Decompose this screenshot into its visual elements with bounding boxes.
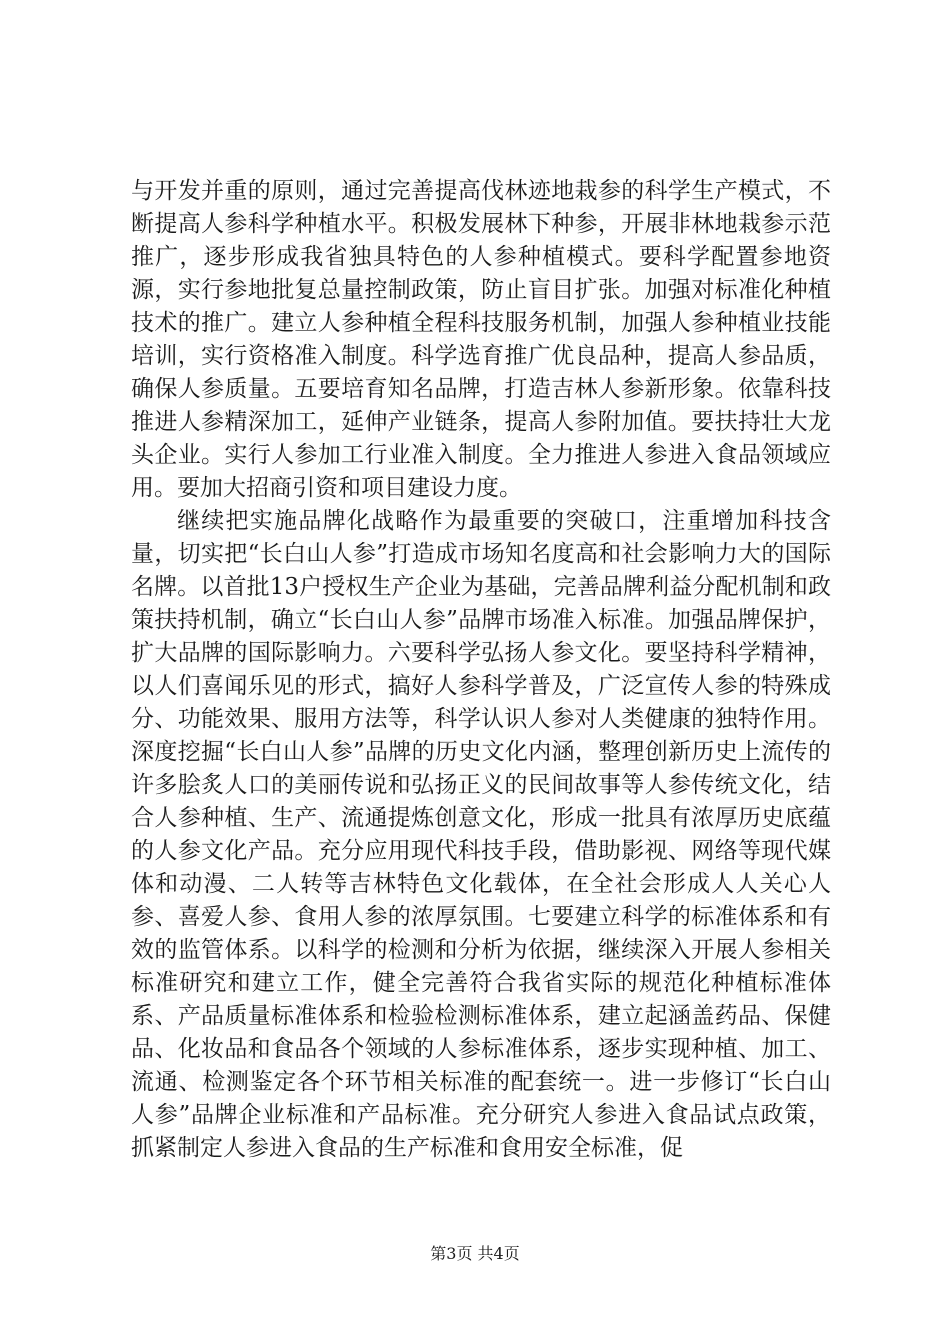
paragraph-2: 继续把实施品牌化战略作为最重要的突破口，注重增加科技含量，切实把“长白山人参”打造成市场知名度高和社会影响力大的国际名牌。以首批13户授权生产企业为基础，完善品牌利益分配机制和政策扶持机制，确立“长白山人参”品牌市场准入标准。加强品牌保护，扩大品牌的国际影响力。六要科学弘扬人参文化。要坚持科学精神，以人们喜闻乐见的形式，搞好人参科学普及，广泛宣传人参的特殊成分、功能效果、服用方法等，科学认识人参对人类健康的独特作用。深度挖掘“长白山人参”品牌的历史文化内涵，整理创新历史上流传的许多脍炙人口的美丽传说和弘扬正义的民间故事等人参传统文化，结合人参种植、生产、流通提炼创意文化，形成一批具有浓厚历史底蕴的人参文化产品。充分应用现代科技手段，借助影视、网络等现代媒体和动漫、二人转等吉林特色文化载体，在全社会形成人人关心人参、喜爱人参、食用人参的浓厚氛围。七要建立科学的标准体系和有效的监管体系。以科学的检测和分析为依据，继续深入开展人参相关标准研究和建立工作，健全完善符合我省实际的规范化种植标准体系、产品质量标准体系和检验检测标准体系，建立起涵盖药品、保健品、化妆品和食品各个领域的人参标准体系，逐步实现种植、加工、流通、检测鉴定各个环节相关标准的配套统一。进一步修订“长白山人参”品牌企业标准和产品标准。充分研究人参进入食品试点政策，抓紧制定人参进入食品的生产标准和食用安全标准，促	[131, 508, 831, 1161]
page-footer: 第3页 共4页	[430, 1244, 520, 1263]
document-body	[131, 175, 831, 1165]
paragraph-1: 与开发并重的原则，通过完善提高伐林迹地栽参的科学生产模式，不断提高人参科学种植水平。积极发展林下种参，开展非林地栽参示范推广，逐步形成我省独具特色的人参种植模式。要科学配置参地资源，实行参地批复总量控制政策，防止盲目扩张。加强对标准化种植技术的推广。建立人参种植全程科技服务机制，加强人参种植业技能培训，实行资格准入制度。科学选育推广优良品种，提高人参品质，确保人参质量。五要培育知名品牌，打造吉林人参新形象。依靠科技推进人参精深加工，延伸产业链条，提高人参附加值。要扶持壮大龙头企业。实行人参加工行业准入制度。全力推进人参进入食品领域应用。要加大招商引资和项目建设力度。	[131, 178, 831, 501]
